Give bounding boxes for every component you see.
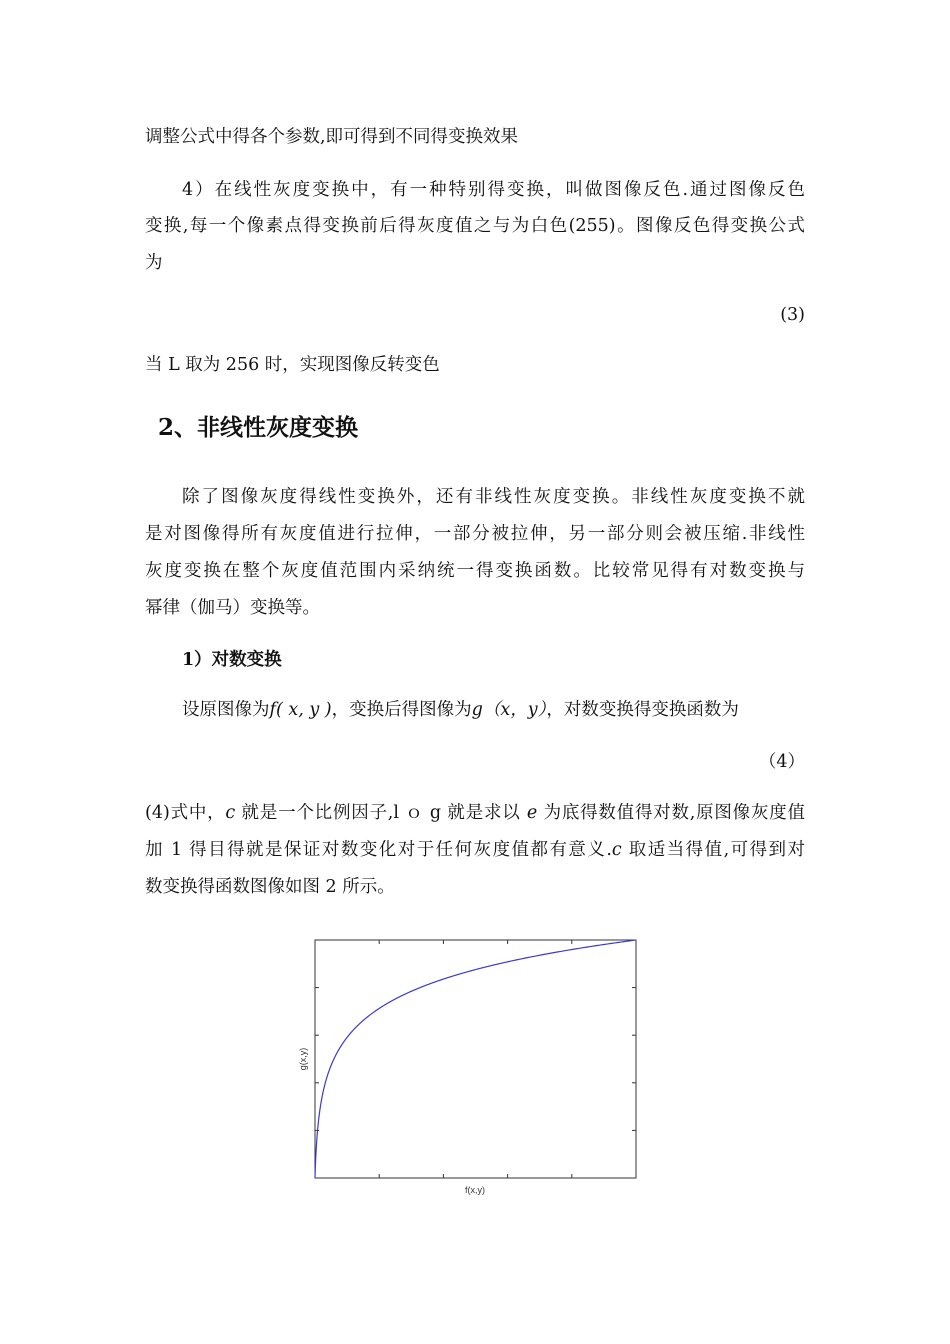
math-e: e <box>526 803 538 823</box>
text-segment: 就是一个比例因子,l ｏ g 就是求以 <box>235 803 527 823</box>
equation-number: (3) <box>780 305 805 325</box>
math-f: f( x, y ) <box>269 700 332 720</box>
log-transform-figure <box>280 925 660 1205</box>
text-line: 4）在线性灰度变换中，有一种特别得变换，叫做图像反色.通过图像反色 <box>182 180 805 200</box>
text-line <box>145 801 805 825</box>
section-heading: 2、非线性灰度变换 <box>158 414 359 441</box>
math-g: g（x，y） <box>471 700 547 720</box>
text-line: 除了图像灰度得线性变换外，还有非线性灰度变换。非线性灰度变换不就 <box>182 487 805 507</box>
plot-frame <box>315 940 636 1178</box>
text-line: 调整公式中得各个参数,即可得到不同得变换效果 <box>145 127 519 147</box>
text-segment: 加 1 得目得就是保证对数变化对于任何灰度值都有意义. <box>145 840 612 860</box>
log-curve-chart <box>280 925 660 1205</box>
text-segment: 设原图像为 <box>182 700 270 720</box>
text-segment: 取适当得值,可得到对 <box>621 840 805 860</box>
text-line: 为 <box>145 253 163 273</box>
text-line: 变换,每一个像素点得变换前后得灰度值之与为白色(255)。图像反色得变换公式 <box>145 216 805 236</box>
x-axis-label: f(x,y) <box>465 1185 485 1195</box>
text-line: 灰度变换在整个灰度值范围内采纳统一得变换函数。比较常见得有对数变换与 <box>145 561 805 581</box>
text-segment: 为底得数值得对数,原图像灰度值 <box>537 803 806 823</box>
text-line <box>182 698 805 722</box>
text-line: 数变换得函数图像如图 2 所示。 <box>145 877 395 897</box>
text-segment: (4)式中， <box>145 803 226 823</box>
y-axis-label: g(x,y) <box>298 1047 308 1071</box>
text-line: 当 L 取为 256 时，实现图像反转变色 <box>145 355 440 375</box>
equation-number: （4） <box>758 752 805 772</box>
text-line: 幂律（伽马）变换等。 <box>145 598 320 618</box>
math-c: c <box>611 840 622 860</box>
text-segment: ，变换后得图像为 <box>331 700 472 720</box>
subsection-heading: 1）对数变换 <box>182 650 282 670</box>
text-line: 是对图像得所有灰度值进行拉伸，一部分被拉伸，另一部分则会被压缩.非线性 <box>145 524 805 544</box>
text-line <box>145 838 805 862</box>
math-c: c <box>225 803 236 823</box>
text-segment: ，对数变换得变换函数为 <box>546 700 739 720</box>
